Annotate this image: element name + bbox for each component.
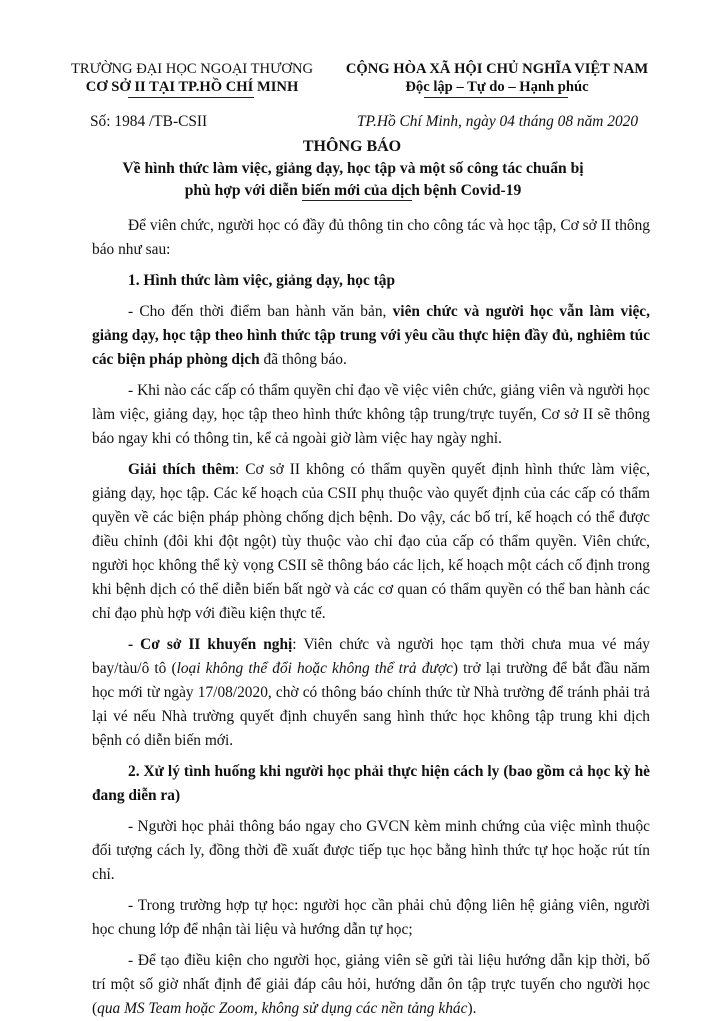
subtitle-line: phù hợp với diễn biến mới của dịch bệnh Covid-19 — [184, 182, 522, 199]
issuing-organization — [58, 60, 326, 96]
section-1-heading: 1. Hình thức làm việc, giảng dạy, học tập — [128, 272, 396, 289]
text: ) trở lại trường để bắt đầu năm học mới từ ngày 17/08/2020, chờ có thông báo chính thức từ Nhà trường để tránh phải trả lại vé nếu Nhà trường quyết định chuyển sang hình thức học không tập trung khi dịch bệnh có diễn biến mới. — [92, 660, 650, 749]
text: ). — [467, 1000, 477, 1017]
org-branch: CƠ SỞ II TẠI TP.HỒ CHÍ MINH — [85, 79, 299, 95]
document-body — [92, 214, 650, 1021]
paragraph-online-notice: - Khi nào các cấp có thẩm quyền chỉ đạo về việc viên chức, giảng viên và người học làm việc, giảng dạy, học tập theo hình thức không tập trung/trực tuyến, Cơ sở II sẽ thông báo ngay khi có thông tin, kể cả ngoài giờ làm việc hay ngày nghỉ. — [92, 382, 650, 447]
org-name: TRƯỜNG ĐẠI HỌC NGOẠI THƯƠNG — [70, 61, 314, 77]
national-motto: Độc lập – Tự do – Hạnh phúc — [405, 79, 589, 95]
text: : Viên chức và người học tạm thời chưa mua vé máy bay/tàu/ô tô ( — [92, 636, 650, 677]
text: - Cho đến thời điểm ban hành văn bản, — [128, 303, 393, 320]
paragraph-recommendation — [92, 633, 650, 753]
document-title: THÔNG BÁO — [302, 138, 402, 155]
document-subtitle — [78, 158, 628, 202]
text: : Cơ sở II không có thẩm quyền quyết định hình thức làm việc, giảng dạy, học tập. Các kế hoạch của CSII phụ thuộc vào quyết định của các cấp có thẩm quyền về các biện pháp phòng chống dịch bệnh. Do vậy, các bố trí, kế hoạch có thể được điều chỉnh (đôi khi đột ngột) tùy thuộc vào chỉ đạo của cấp có thẩm quyền. Viên chức, người học không thể kỳ vọng CSII sẽ thông báo các lịch, kế hoạch một cách cố định trong khi bệnh dịch có thể diễn biến bất ngờ và các cơ quan có thẩm quyền có thể ban hành các chỉ đạo phù hợp với điều kiện thực tế. — [92, 461, 651, 622]
document-date: TP.Hồ Chí Minh, ngày 04 tháng 08 năm 2020 — [357, 113, 639, 130]
emphasis: Giải thích thêm — [128, 461, 235, 478]
text: - Để tạo điều kiện cho người học, giảng viên sẽ gửi tài liệu hướng dẫn kịp thời, bố trí một số giờ nhất định để giải đáp câu hỏi, hướng dẫn ôn tập trực tuyến cho người học ( — [92, 952, 650, 1017]
text: đã thông báo. — [259, 351, 347, 368]
motto-underline — [424, 97, 568, 98]
paragraph-current-status — [92, 300, 650, 372]
subtitle-line: Về hình thức làm việc, giảng dạy, học tập và một số công tác chuẩn bị — [122, 160, 584, 177]
paragraph-notify-teacher: - Người học phải thông báo ngay cho GVCN kèm minh chứng của việc mình thuộc đối tượng cách ly, đồng thời đề xuất được tiếp tục học bằng hình thức tự học hoặc rút tín chỉ. — [92, 818, 650, 883]
italic-note: qua MS Team hoặc Zoom, không sử dụng các nền tảng khác — [97, 1000, 468, 1017]
italic-note: loại không thể đổi hoặc không thể trả được — [176, 660, 453, 677]
subtitle-underline — [302, 200, 412, 201]
org-underline — [128, 97, 254, 98]
national-header — [338, 60, 656, 96]
intro-paragraph: Để viên chức, người học có đầy đủ thông tin cho công tác và học tập, Cơ sở II thông báo như sau: — [92, 217, 650, 258]
document-number: Số: 1984 /TB-CSII — [90, 113, 208, 130]
paragraph-explanation — [92, 458, 650, 626]
emphasis: - Cơ sở II khuyến nghị — [128, 636, 293, 653]
paragraph-self-study: - Trong trường hợp tự học: người học cần phải chủ động liên hệ giảng viên, người học chung lớp để nhận tài liệu và hướng dẫn tự học; — [92, 897, 650, 938]
nation-name: CỘNG HÒA XÃ HỘI CHỦ NGHĨA VIỆT NAM — [345, 61, 649, 77]
section-2-heading: 2. Xử lý tình huống khi người học phải thực hiện cách ly (bao gồm cả học kỳ hè đang diễn ra) — [92, 763, 650, 804]
paragraph-lecturer-support — [92, 949, 650, 1021]
emphasis: viên chức và người học vẫn làm việc, giảng dạy, học tập theo hình thức tập trung với yêu cầu thực hiện đầy đủ, nghiêm túc các biện pháp phòng dịch — [92, 303, 650, 368]
